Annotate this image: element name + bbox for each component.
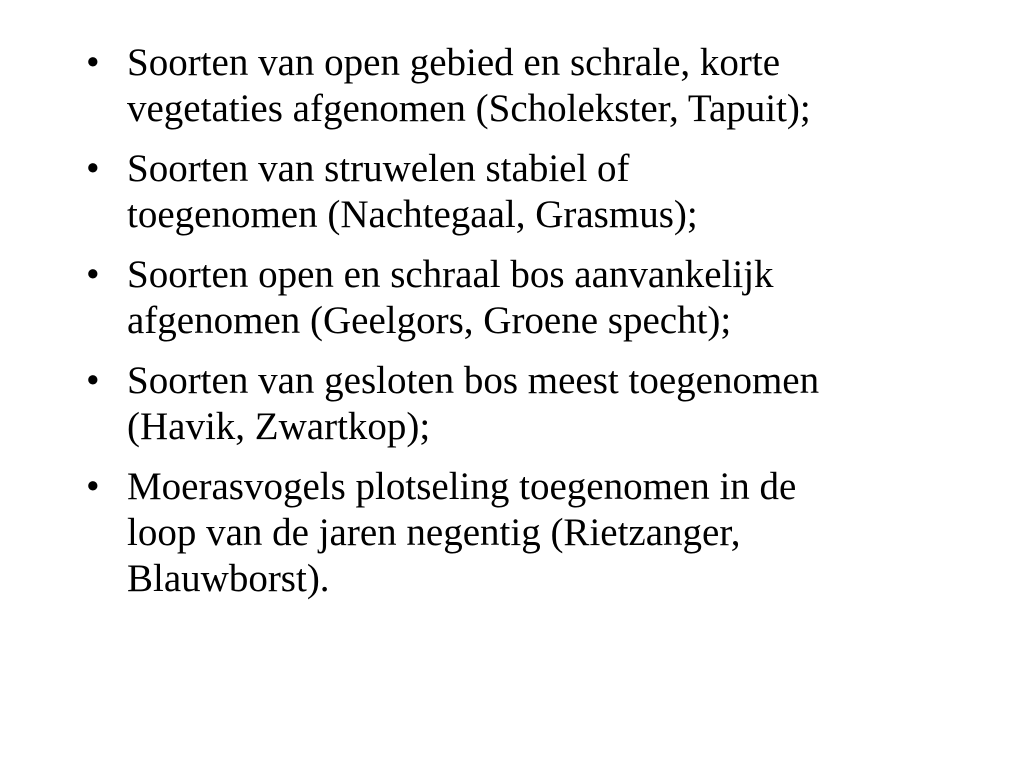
bullet-icon: • — [86, 147, 100, 190]
bullet-line: loop van de jaren negentig (Rietzanger, — [127, 511, 741, 554]
bullet-line: Moerasvogels plotseling toegenomen in de — [127, 465, 797, 508]
bullet-line: vegetaties afgenomen (Scholekster, Tapuit); — [127, 87, 811, 130]
bullet-item-open-gebied — [86, 40, 966, 132]
bullet-line: toegenomen (Nachtegaal, Grasmus); — [127, 193, 698, 236]
bullet-line: Blauwborst). — [127, 557, 330, 600]
bullet-line: Soorten van gesloten bos meest toegenomen — [127, 359, 820, 402]
bullet-line: Soorten open en schraal bos aanvankelijk — [127, 253, 774, 296]
bullet-item-gesloten-bos — [86, 358, 966, 450]
bullet-list — [86, 40, 966, 616]
bullet-icon: • — [86, 465, 100, 508]
bullet-icon: • — [86, 359, 100, 402]
bullet-item-struwelen — [86, 146, 966, 238]
bullet-item-moerasvogels — [86, 464, 966, 602]
bullet-item-open-schraal-bos — [86, 252, 966, 344]
bullet-line: (Havik, Zwartkop); — [127, 405, 431, 448]
bullet-icon: • — [86, 253, 100, 296]
bullet-icon: • — [86, 41, 100, 84]
bullet-line: afgenomen (Geelgors, Groene specht); — [127, 299, 732, 342]
bullet-line: Soorten van open gebied en schrale, korte — [127, 41, 781, 84]
bullet-line: Soorten van struwelen stabiel of — [127, 147, 630, 190]
